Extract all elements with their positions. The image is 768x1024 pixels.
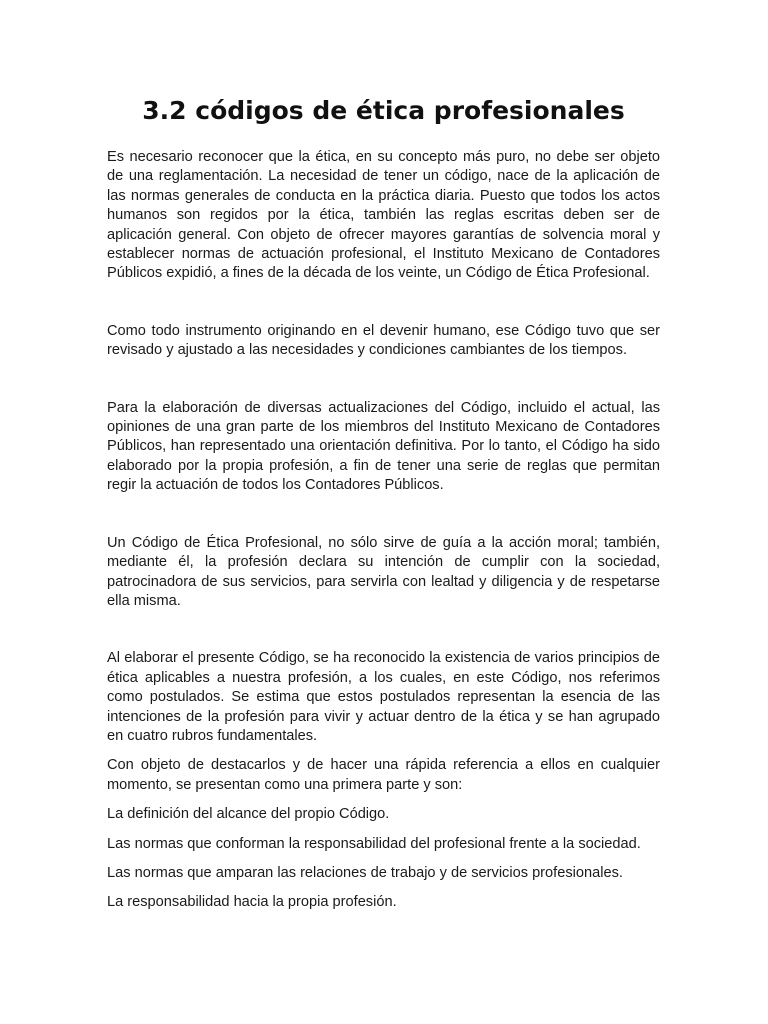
paragraph-codigo-intro: Es necesario reconocer que la ética, en su concepto más puro, no debe ser objeto de una reglamentación. La necesidad de tener un código, nace de la aplicación de las normas generales de conducta en la práctica diaria. Puesto que todos los actos humanos son regidos por la ética, también las reglas escritas deben ser de aplicación general. Con objeto de ofrecer mayores garantías de solvencia moral y establecer normas de actuación profesional, el Instituto Mexicano de Contadores Públicos expidió, a fines de la década de los veinte, un Código de Ética Profesional.	[107, 149, 660, 282]
paragraph-primera-parte: Con objeto de destacarlos y de hacer una rápida referencia a ellos en cualquier momento, se presentan como una primera parte y son:	[107, 757, 660, 793]
paragraph-codigo-guia: Un Código de Ética Profesional, no sólo sirve de guía a la acción moral; también, mediante él, la profesión declara su intención de cumplir con la sociedad, patrocinadora de sus servicios, para servirla con lealtad y diligencia y de respetarse ella misma.	[107, 534, 660, 609]
document-page	[107, 96, 660, 913]
list-item-alcance: La definición del alcance del propio Código.	[107, 806, 390, 823]
paragraph-codigo-revision: Como todo instrumento originando en el devenir humano, ese Código tuvo que ser revisado y ajustado a las necesidades y condiciones cambiantes de los tiempos.	[107, 322, 660, 359]
list-item-responsabilidad-sociedad: Las normas que conforman la responsabilidad del profesional frente a la sociedad.	[107, 835, 641, 852]
list-item-responsabilidad-profesion: La responsabilidad hacia la propia profesión.	[107, 894, 397, 911]
list-item-relaciones-trabajo: Las normas que amparan las relaciones de trabajo y de servicios profesionales.	[107, 864, 623, 881]
paragraph-postulados: Al elaborar el presente Código, se ha reconocido la existencia de varios principios de ética aplicables a nuestra profesión, a los cuales, en este Código, nos referimos como postulados. Se estima que estos postulados representan la esencia de las intenciones de la profesión para vivir y actuar dentro de la ética y se han agrupado en cuatro rubros fundamentales.	[107, 650, 660, 744]
paragraph-codigo-elaboracion: Para la elaboración de diversas actualizaciones del Código, incluido el actual, las opiniones de una gran parte de los miembros del Instituto Mexicano de Contadores Públicos, han representado una orientación definitiva. Por lo tanto, el Código ha sido elaborado por la propia profesión, a fin de tener una serie de reglas que permitan regir la actuación de todos los Contadores Públicos.	[107, 399, 660, 494]
document-title: 3.2 códigos de ética profesionales	[142, 96, 625, 125]
